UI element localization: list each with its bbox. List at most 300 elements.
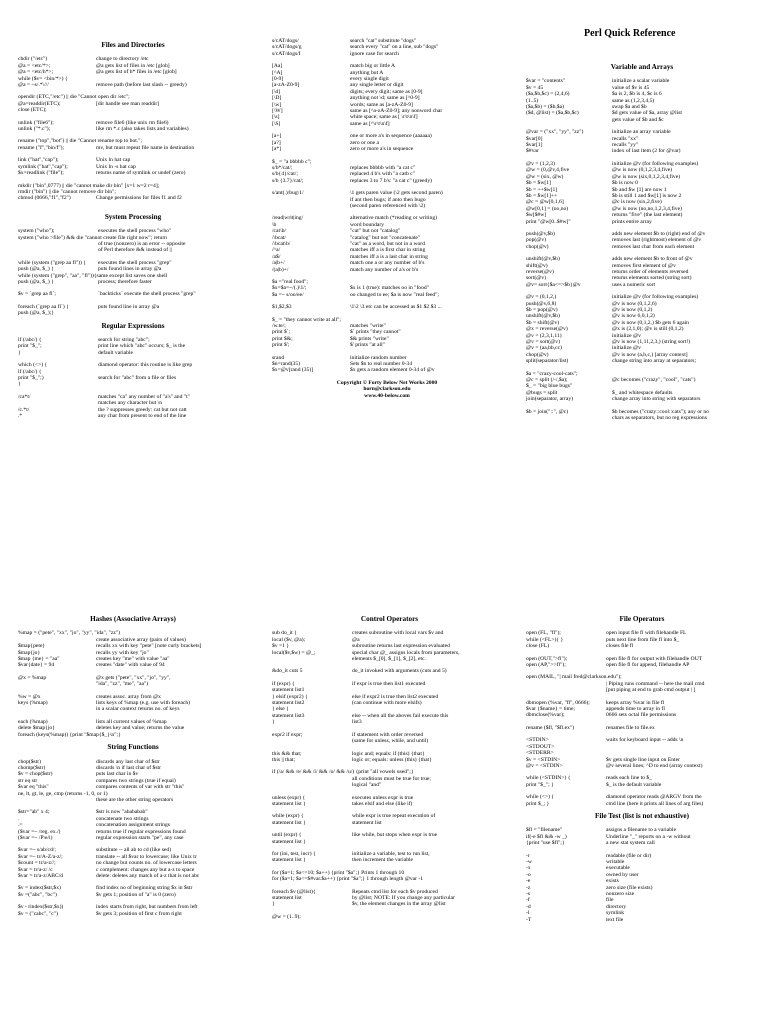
filetest-description: assigns a filename to a variable [606,827,677,834]
control-description: logic and; equals: if (this) {that} [352,750,425,757]
regex2-description: if ant then bugs; if anto then bugo [350,196,426,203]
vars-code: @w[0,1] = (no,no) [526,205,569,212]
vars-description: @x is (2,1,0); @v is still (0,1,2) [612,326,684,333]
regex2-description: search every "cat" on a line, sub "dogs" [350,44,439,51]
strings-row [18,873,248,879]
vars-code: @v = (0,1,2,) [526,294,557,301]
vars-description: @v is now 6,0,1,2) [612,313,655,320]
filetest-description: writable [606,858,625,865]
fileops-code: while (<>) { [526,794,554,801]
vars-description: @v is now (1,11,2,3,) (string sort!) [612,339,691,346]
filetest-code: {print "use $fl";} [526,840,565,847]
filetest-code: -d [526,903,531,910]
regex2-description: replaces 3 to 7 b's: "a cat c" (greedy) [350,177,432,184]
strings-description: no change but counts no. of lowercase letters [96,860,197,867]
regex2-description: ignore case for search [350,50,399,57]
hashes-description: "ida", "zz", "me", "aa") [96,681,149,688]
system-code: while (system ("grep aa fl")) { [18,259,86,266]
filetest-description: symlink [606,910,625,917]
regex2-description: white space; same as [ \r\t\n\f] [350,114,418,121]
hashes-code: $map {me} = "aa" [18,656,60,663]
hashes-description: recalls xx with key "pete" [note curly brackets] [96,643,202,650]
vars-code: @bugs = split [526,389,558,396]
files_dirs-code: @a=readdir(ETC); [18,100,61,107]
strings-code: $var =~ tr/A-Z/a-z/; [18,853,63,860]
control-description [423,876,507,882]
control-row [272,782,507,788]
regex2-code: /a|b+/ [272,260,285,267]
hashes-code: $map{pete} [18,643,46,650]
files_dirs-code: @a = ~s/.*\/// [18,82,49,89]
vars-description: initialize @v (for following examples) [612,294,699,301]
files_dirs-row [18,195,248,201]
files_dirs-description: mv, but must repeat file name in destination [96,144,195,151]
strings-code: $var eq "this" [18,784,49,791]
system-description: of true (nonzero) is an error -- opposite [98,240,186,247]
regex2-description: same as [^\r\t\n\f] [350,120,390,127]
regex2-description: search "cat" substitute "dogs" [350,38,417,44]
strings-row [18,911,248,917]
files_dirs-code: chmod (0666,"f1","f2") [18,195,71,202]
vars-description: @w is now (no,no,1,2,3,4,five) [612,205,682,212]
vars-code: chop(@v) [526,351,549,358]
vars-code: $b = join("::", @c) [526,408,569,415]
hashes-description: creates key "me" with value "aa" [96,656,170,663]
regex2-code: s/ant(.)/bug\1/ [272,190,304,197]
hashes-code: %w = @x [18,693,41,700]
filetest-code: -x [526,865,531,872]
fileops-description: waits for keyboard input -- adds \n [606,737,684,744]
vars-code: $b = $w[1] [526,180,551,187]
control-code: for ($a=1; $a<=$#var.$a++) {print "$a";} 1 through length @var -1 [272,876,424,883]
strings-code: $str="ab" x 4; [18,809,50,816]
filetest-row [526,917,758,923]
regex2-code: [\D] [272,95,282,102]
strings-code: $var = tr/a-z/ABC/d [18,873,64,879]
regex2-description: "catalog" but not "concatenate" [350,234,421,241]
hashes-code: delete $map{jo} [18,725,55,732]
vars-code: (1..5) [526,97,539,104]
regex2-description: initialize random number [350,354,407,361]
regex2-description: $x gets a random element 0-34 of @v [350,367,435,374]
strings-code: $v =("abc", "bc") [18,891,57,898]
control-row [272,801,507,807]
control-code: &do_it cuts 5 [272,668,303,675]
filetest-description: directory [606,903,627,910]
control-description: statement list [352,819,382,826]
vars-code: @c = @w[0,1,6] [526,199,564,206]
control-code: statement list1 [272,687,305,694]
reference-bottom-half [0,610,768,1024]
regex2-code: srand [272,354,285,361]
regex2-description: (second paren referenced with \2) [350,202,426,209]
vars-code: push(@v,$b) [526,230,555,237]
regex2-code: /cat\b/ [272,228,286,235]
fileops-code: dbmopen (%var, "fl", 0666); [526,699,590,706]
regex2-code: $1,$2,$3 [272,304,292,311]
vars-code: @v= sort{$a<=>$b}@v [526,281,581,288]
vars-code: pop(@v) [526,237,547,244]
control-code: while (expr) { [272,813,304,820]
files_dirs-row [18,82,248,88]
regex2-code: /a$/ [272,253,281,260]
regex2-code: [^A] [272,69,283,76]
control-code: } elsif (expr2) { [272,693,308,700]
system-code: push (@a, $_) } [18,278,54,285]
control-description: all conditions must be true for true; [352,775,431,782]
regex2-code: $a ="real food"; [272,279,308,285]
filetest-heading: File Test (list is not exhaustive) [594,811,690,820]
strings-code: $v - rindex($str,$x)) [18,904,64,911]
regex2-row [272,292,502,298]
strings-description: $str is now "abababab" [96,809,148,816]
fileops-code: @v = <STDIN> [526,762,563,769]
vars-description: recalls "xx" [612,135,639,142]
fileops-description: puts next line from file fl into $_ [606,636,680,643]
hashes-code [18,706,96,712]
files_dirs-spacer [18,202,248,208]
regex2-description: $` prints "they cannot" [350,329,401,336]
fileops-description: open file fl for append, filehandle AP [606,662,690,669]
control-description: (can continue with more elsifs) [352,700,422,707]
copyright-line: horn@clarkson.edu [363,386,411,393]
regex-description: matches any character but \n [98,400,162,407]
vars-description: @v is now (0,1,2) [612,307,653,313]
vars-description: uses a numeric sort [612,281,656,288]
vars-description: chars as separators, but no reg expressions [612,415,707,422]
vars-row [526,148,758,154]
filetest-description: exists [606,878,619,885]
hashes-heading: Hashes (Associative Arrays) [90,615,176,623]
strings-code: $count = tr/a-z//; [18,860,56,867]
files_dirs-code: @a = <etc/*>; [18,62,51,69]
regex2-description: match any number of a's or b's [350,266,419,273]
control-code: until (expr) { [272,832,302,839]
strings-code [18,797,96,803]
control-code: statement list } [272,800,306,807]
control-code: local($v,$w) = @_; [272,649,316,656]
regex-heading: Regular Expressions [101,321,165,330]
fileops-code: <STDIN> [526,737,549,744]
control-code: expr2 if expr; [272,731,303,738]
regex2-description: words; same as [a-zA-Z0-9] [350,101,413,108]
files_dirs-code: mkdir ("bin",0777) || die "cannot make dir bin" [x=1 w=2 r=4]; [18,182,160,189]
vars-description: gets value of $b and $c [612,116,664,123]
regex2-code: /w.te/; [272,323,286,330]
fileops-description: keeps array %var in file fl [606,699,665,706]
control-description: creates subroutine with local vars $v and [352,630,444,637]
hashes-description: creates assoc. array from @x [96,693,161,700]
regex-code: print "$_";} [18,375,45,382]
control-row [272,857,507,863]
regex2-row [272,121,502,127]
strings-description: these are the other string operators [96,796,174,803]
strings-description: regular expression starts "pe", any case [96,834,184,841]
control-code: this && that; [272,750,302,757]
control-code: if (/a/ && /e/ && /i/ && /o/ && /u/) {print "all vowels used";} [272,769,414,776]
vars-code: print "@w[0..$#w]" [526,218,571,225]
control-row [272,914,507,920]
regex-description: search for "abc" from a file or files [98,375,177,382]
control-row [272,876,507,882]
vars-description: initialize @v [612,332,641,339]
vars-row [526,244,758,250]
regex-description: diamond operator: this routine is like grep [98,362,193,369]
control-row [272,839,507,845]
fileops-row [526,725,758,731]
regex2-description: $x is 1 (true): matches oo in "food" [350,285,429,292]
system-code: system ("who >file") && die "cannot create file right now"; return [18,234,167,241]
vars-code: unshift(@v,$b) [526,313,560,320]
vars-code: @v = (2,3,1,11) [526,332,562,339]
vars-heading: Variable and Arrays [610,63,674,71]
regex-description [98,381,248,387]
vars-code: unshift(@v,$b) [526,256,560,263]
regex2-code: /\bcat/ [272,234,286,241]
control-description: special char @_ assigns locals from parameters, [352,649,460,656]
strings-heading: String Functions [107,743,159,752]
filetest-row [526,840,758,846]
fileops-code: <STDOUT> [526,743,555,750]
regex2-code: [\S] [272,120,281,127]
fileops-row [526,643,758,649]
strings-description: puts last char in $v [96,771,139,778]
regex2-code: $x=$a=~/(.)\1/; [272,285,307,292]
strings-code: $var = tr/a-z/ /c [18,866,53,873]
copyright-line: Copyright © Forty Below Net Works 2000 [336,379,438,386]
vars-code [526,415,612,421]
regex2-description: digits; every digit; same as [0-9] [350,88,423,95]
vars-code: push(@v,6,8) [526,300,557,307]
vars-description: returns elements sorted (string sort) [612,275,692,282]
control-description: then increment the variable [352,857,414,864]
fileops-code: dbmclose(%var); [526,712,565,719]
regex-description: any char from present to end of the line [98,413,187,420]
regex2-description: replaced 4 b's with "a catb c" [350,171,415,178]
fileops-row [526,782,758,788]
control-code [272,782,352,788]
regex2-description: \1 gets paren value (\2 gets second paren) [350,190,443,197]
control-description: else if expr2 is true then list2 executed [352,693,439,700]
strings-description: substitute -- all ab to cd (like sed) [96,847,172,854]
control-code: statement list [272,895,302,901]
fileops-description: diamond operator reads @ARGV from the [606,794,702,801]
vars-description: $b and $w [1] are now 1 [612,186,667,193]
files_dirs-code: unlink ("file6"); [18,119,54,126]
variables-arrays-column [526,58,758,422]
control-description: $v, the element changes in the array @list [352,901,446,908]
strings-description: concatenation assignment strings [96,822,170,829]
fileops-description: reads each line to $_ [606,775,652,782]
regex-patterns-column [272,38,502,399]
hashes-row [18,706,248,712]
system-code: push (@a, $_);} [18,310,54,317]
hashes-row [18,681,248,687]
vars-description: $d gets value of $a, array @list [612,110,682,117]
hashes-code: foreach (keys(%map)) {print "$map{$_}\n";} [18,731,121,738]
filetest-code: -l [526,910,530,917]
filetest-code: -e [526,878,531,885]
control-row [272,738,507,744]
regex2-row [272,367,502,373]
regex-code: which (<>) { [18,362,48,369]
fileops-code [526,687,606,693]
system-description: process; therefore faster [98,278,152,285]
files_dirs-code: @a = <etc/h*>; [18,69,54,76]
vars-description: returns order of elements reversed [612,268,689,275]
hashes-description: recalls yy with key "jo" [96,649,149,656]
vars-code: $w[$#w] [526,212,547,219]
fileops-description: | Piping runs command -- here the mail cmd [606,680,705,687]
vars-description: @c becomes ("crazy", "cool", "cats") [612,377,696,384]
files_dirs-code: while ($v= <bin/*>) { [18,75,68,82]
vars-description: @v is now (0,1,2,6) [612,300,657,307]
regex2-row [272,51,502,57]
vars-code: sort(@v) [526,275,547,282]
vars-description: $b becomes ("crazy::cool::cats"); any or no [612,408,709,415]
vars-description: @w is now (0,1,2,3,4,five) [612,167,673,174]
fileops-description: open input file fl with filehandle FL [606,630,687,637]
strings-description: discards any last char of $str [96,758,160,765]
vars-description: initialize @v (for following examples) [612,160,699,167]
fileops-heading: File Operators [619,615,665,623]
regex-description: matches "ca" any number of "a's" and "t" [98,393,190,400]
fileops-description: renames file to file.ex [606,724,655,731]
regex2-code: s/b {3.7}/cat/; [272,177,304,184]
control-code: for (ini, test, incr) { [272,850,316,857]
regex2-code: [\s] [272,114,280,121]
fileops-row [526,801,758,807]
control-description: logical "and" [352,782,382,789]
file-operators-column [526,610,758,923]
regex2-row [272,342,502,348]
regex2-code: $n=rand(35) [272,361,301,368]
fileops-description: $v gets single line input on Enter [606,756,680,763]
control-description: Repeats cmd list for each $v produced [352,888,438,895]
strings-code: ($var =~ /reg. ex./) [18,828,61,835]
system-code: system ("who"); [18,228,55,235]
filetest-description: text file [606,916,624,923]
files_dirs-description: @a gets list of files in /etc [glob] [96,62,170,69]
fileops-code: while (<STDIN>) { [526,775,571,782]
filetest-code: -r [526,852,530,859]
system-row [18,279,248,285]
vars-row [526,219,758,225]
regex2-code: s/cAT/dogs/ [272,38,299,44]
regex-code: /c.*t/ [18,406,30,413]
vars-code: $var[1] [526,142,543,149]
regex2-code: $x=@v[rand (35)] [272,367,314,374]
control-description: like while, but stops when expr is true [352,832,438,839]
files_dirs-description: remove file6 (like unix rm file6) [96,119,169,126]
regex2-description: word boundary [350,221,385,228]
vars-code: $b = ++$w[1] [526,186,558,193]
files-directories-column [18,36,248,419]
vars-code: shift(@v) [526,262,548,269]
regex2-description: anything not \d; same as [^0-9] [350,95,420,102]
regex2-row [272,146,502,152]
strings-description: c complement: changes any but a-z to space [96,866,195,873]
regex2-description: Sets $n to real number 0-34 [350,361,412,368]
strings-description: index starts from right, but numbers from left [96,904,198,911]
vars-description: @w is now (six,0,1,2,3,4,five) [612,173,681,180]
system-row [18,247,248,253]
files_dirs-description: change to directory /etc [96,56,149,63]
vars-code: @c = split (/-/,$a); [526,377,568,384]
fileops-code: <STDERR> [526,750,554,757]
regex2-code: $_ = "they cannot write at all"; [272,316,341,323]
regex2-code: print $'; [272,342,290,349]
system-row [18,310,248,316]
control-row [272,901,507,907]
files_dirs-code: close (ETC); [18,107,47,114]
vars-description: index of last item (2 for @var) [612,148,681,155]
vars-code: $_ = "big blue bugs" [526,383,573,390]
hashes-code [18,681,96,687]
system-description: puts found line in array @a [98,303,160,310]
regex-description: the ? suppresses greedy: cat but not catt [98,406,187,413]
control-code: statement list } [272,857,306,864]
vars-description: $_ and whitespace defaults [612,389,673,396]
hashes-description: creates "date" with value of 94 [96,662,165,669]
regex2-row [272,178,502,184]
regex-code: /ca*t/ [18,393,31,400]
vars-description: @v is now (a,b,c,) [array context] [612,351,688,358]
vars-description: recalls "yy" [612,142,639,149]
strings-description: $v gets 3; position of first c from right [96,910,182,917]
vars-code [526,117,612,123]
filetest-description: owned by user [606,871,639,878]
files_dirs-code: $x=readlink ("file"); [18,170,64,177]
strings-code: $v = index($str,$x) [18,885,61,892]
files_dirs-row [18,170,248,176]
vars-row [526,117,758,123]
regex2-code: $a =~ s/oo/ee/ [272,291,304,298]
strings-row [18,835,248,841]
vars-row [526,415,758,421]
vars-code: ($d, @list) = ($a,$b,$c) [526,110,579,117]
strings-code: ($var =~ /P\e/i) [18,834,53,841]
fileops-code: $var {$name} = time; [526,706,576,713]
vars-code: @v = (1,2,3) [526,160,555,167]
vars-code: $v = 45 [526,84,544,91]
vars-description: change array into string with separators [612,396,701,403]
control-code: statement list2 [272,700,305,707]
fileops-description: @v several lines; ^D to end (array context) [606,762,703,769]
fileops-description: appends time to array in fl [606,706,665,713]
copyright-line: www.40-below.com [364,392,410,399]
vars-code: join(separator, array) [526,396,573,403]
regex2-description: match one a or any number of b's [350,260,425,267]
control-row [272,820,507,826]
control-description: initialize a variable, test to run list, [352,850,430,857]
control-description: list3 [352,719,362,726]
files_dirs-heading: Files and Directories [101,41,165,49]
files_dirs-description: Change permissions for files f1 and f2 [96,195,182,202]
hashes-description [121,732,248,738]
regex2-code: s/b{4}/cat/; [272,171,298,178]
hashes-description: deletes key and value; returns the value [96,725,185,732]
regex2-code: \b [272,221,277,228]
regex-description: search for string "abc"; [98,337,150,343]
fileops-code: open (OUT,">fl"); [526,655,568,662]
fileops-code: rename ($fl, "$fl.ex") [526,724,575,731]
regex2-description: every single digit [350,76,389,83]
vars-description: @v is now (0,1,2,) $b gets 6 again [612,319,689,326]
files_dirs-code: link ("hat","cap"); [18,157,59,164]
fileops-row [526,662,758,668]
system-description: executes the shell process "grep" [98,259,172,266]
